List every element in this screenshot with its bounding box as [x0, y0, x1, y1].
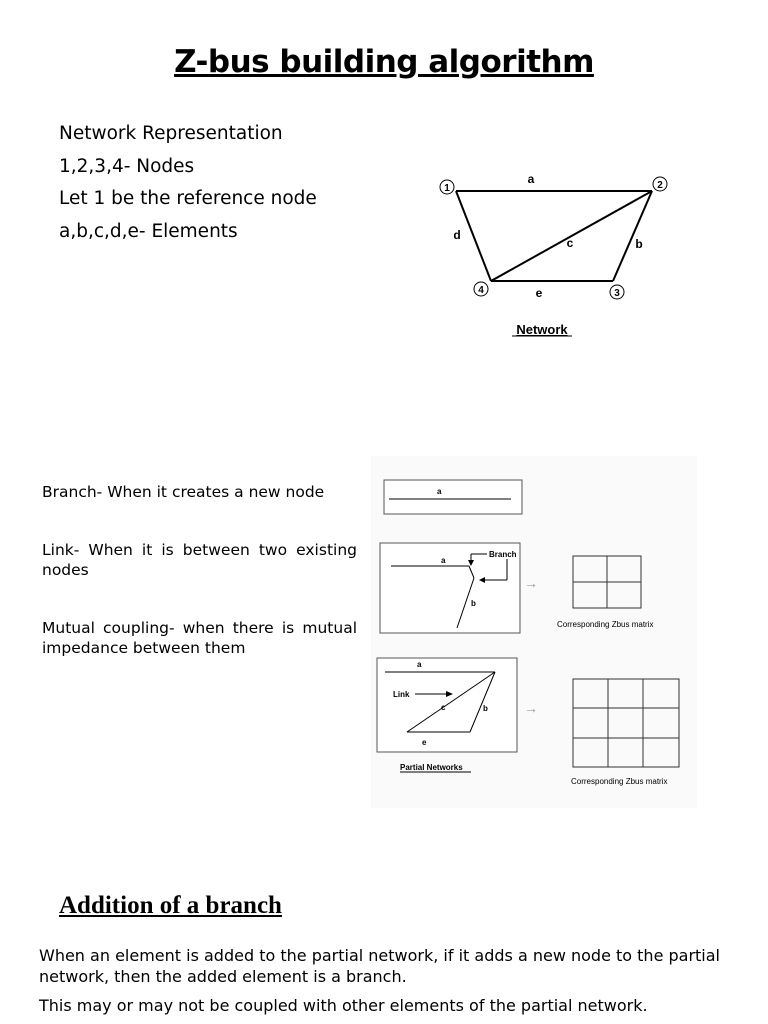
page-title: Z-bus building algorithm [174, 44, 594, 80]
node-3-label: 3 [614, 288, 620, 299]
edge-e-label: e [535, 286, 543, 300]
edge-a-label: a [527, 172, 535, 186]
fig2-branch-label: Branch [489, 550, 517, 559]
fig1-box [384, 480, 522, 514]
intro-line: Network Representation [59, 123, 283, 144]
section-paragraph: This may or may not be coupled with other elements of the partial network. [39, 996, 648, 1015]
fig2-a-label: a [441, 556, 446, 565]
fig3-c-label: c [441, 703, 446, 712]
network-diagram [430, 165, 710, 345]
link-definition: Link- When it is between two existing nodes [42, 541, 357, 579]
fig2-caption: Corresponding Zbus matrix [557, 620, 654, 629]
node-2-label: 2 [657, 180, 663, 191]
fig3-b-label: b [483, 704, 488, 713]
edge-d-label: d [453, 228, 461, 242]
mutual-coupling-definition: Mutual coupling- when there is mutual impedance between them [42, 619, 357, 657]
intro-line: 1,2,3,4- Nodes [59, 155, 195, 177]
partial-networks-caption: Partial Networks [400, 763, 463, 772]
edge-d [456, 191, 491, 281]
fig3-e-label: e [422, 738, 427, 747]
branch-definition: Branch- When it creates a new node [42, 483, 325, 501]
section-heading: Addition of a branch [59, 892, 282, 919]
edge-c-label: c [566, 236, 574, 250]
fig2-b-label: b [471, 599, 476, 608]
node-1-label: 1 [444, 183, 450, 194]
intro-line: a,b,c,d,e- Elements [59, 220, 238, 242]
partial-networks-figure [371, 456, 697, 808]
node-4-label: 4 [478, 285, 484, 296]
section-paragraph: When an element is added to the partial network, if it adds a new node to the partial network, then the added element is a branch. [39, 946, 720, 986]
network-caption: Network [516, 322, 568, 337]
fig3-caption: Corresponding Zbus matrix [571, 777, 668, 786]
intro-list [59, 118, 317, 248]
fig1-element-label: a [437, 487, 442, 496]
edge-b [613, 191, 652, 281]
edge-b-label: b [635, 237, 643, 251]
fig3-link-label: Link [393, 690, 410, 699]
fig3-a-label: a [417, 660, 422, 669]
arrow-right-icon: → [524, 700, 538, 716]
intro-line: Let 1 be the reference node [59, 188, 317, 209]
arrow-right-icon: → [524, 575, 538, 591]
